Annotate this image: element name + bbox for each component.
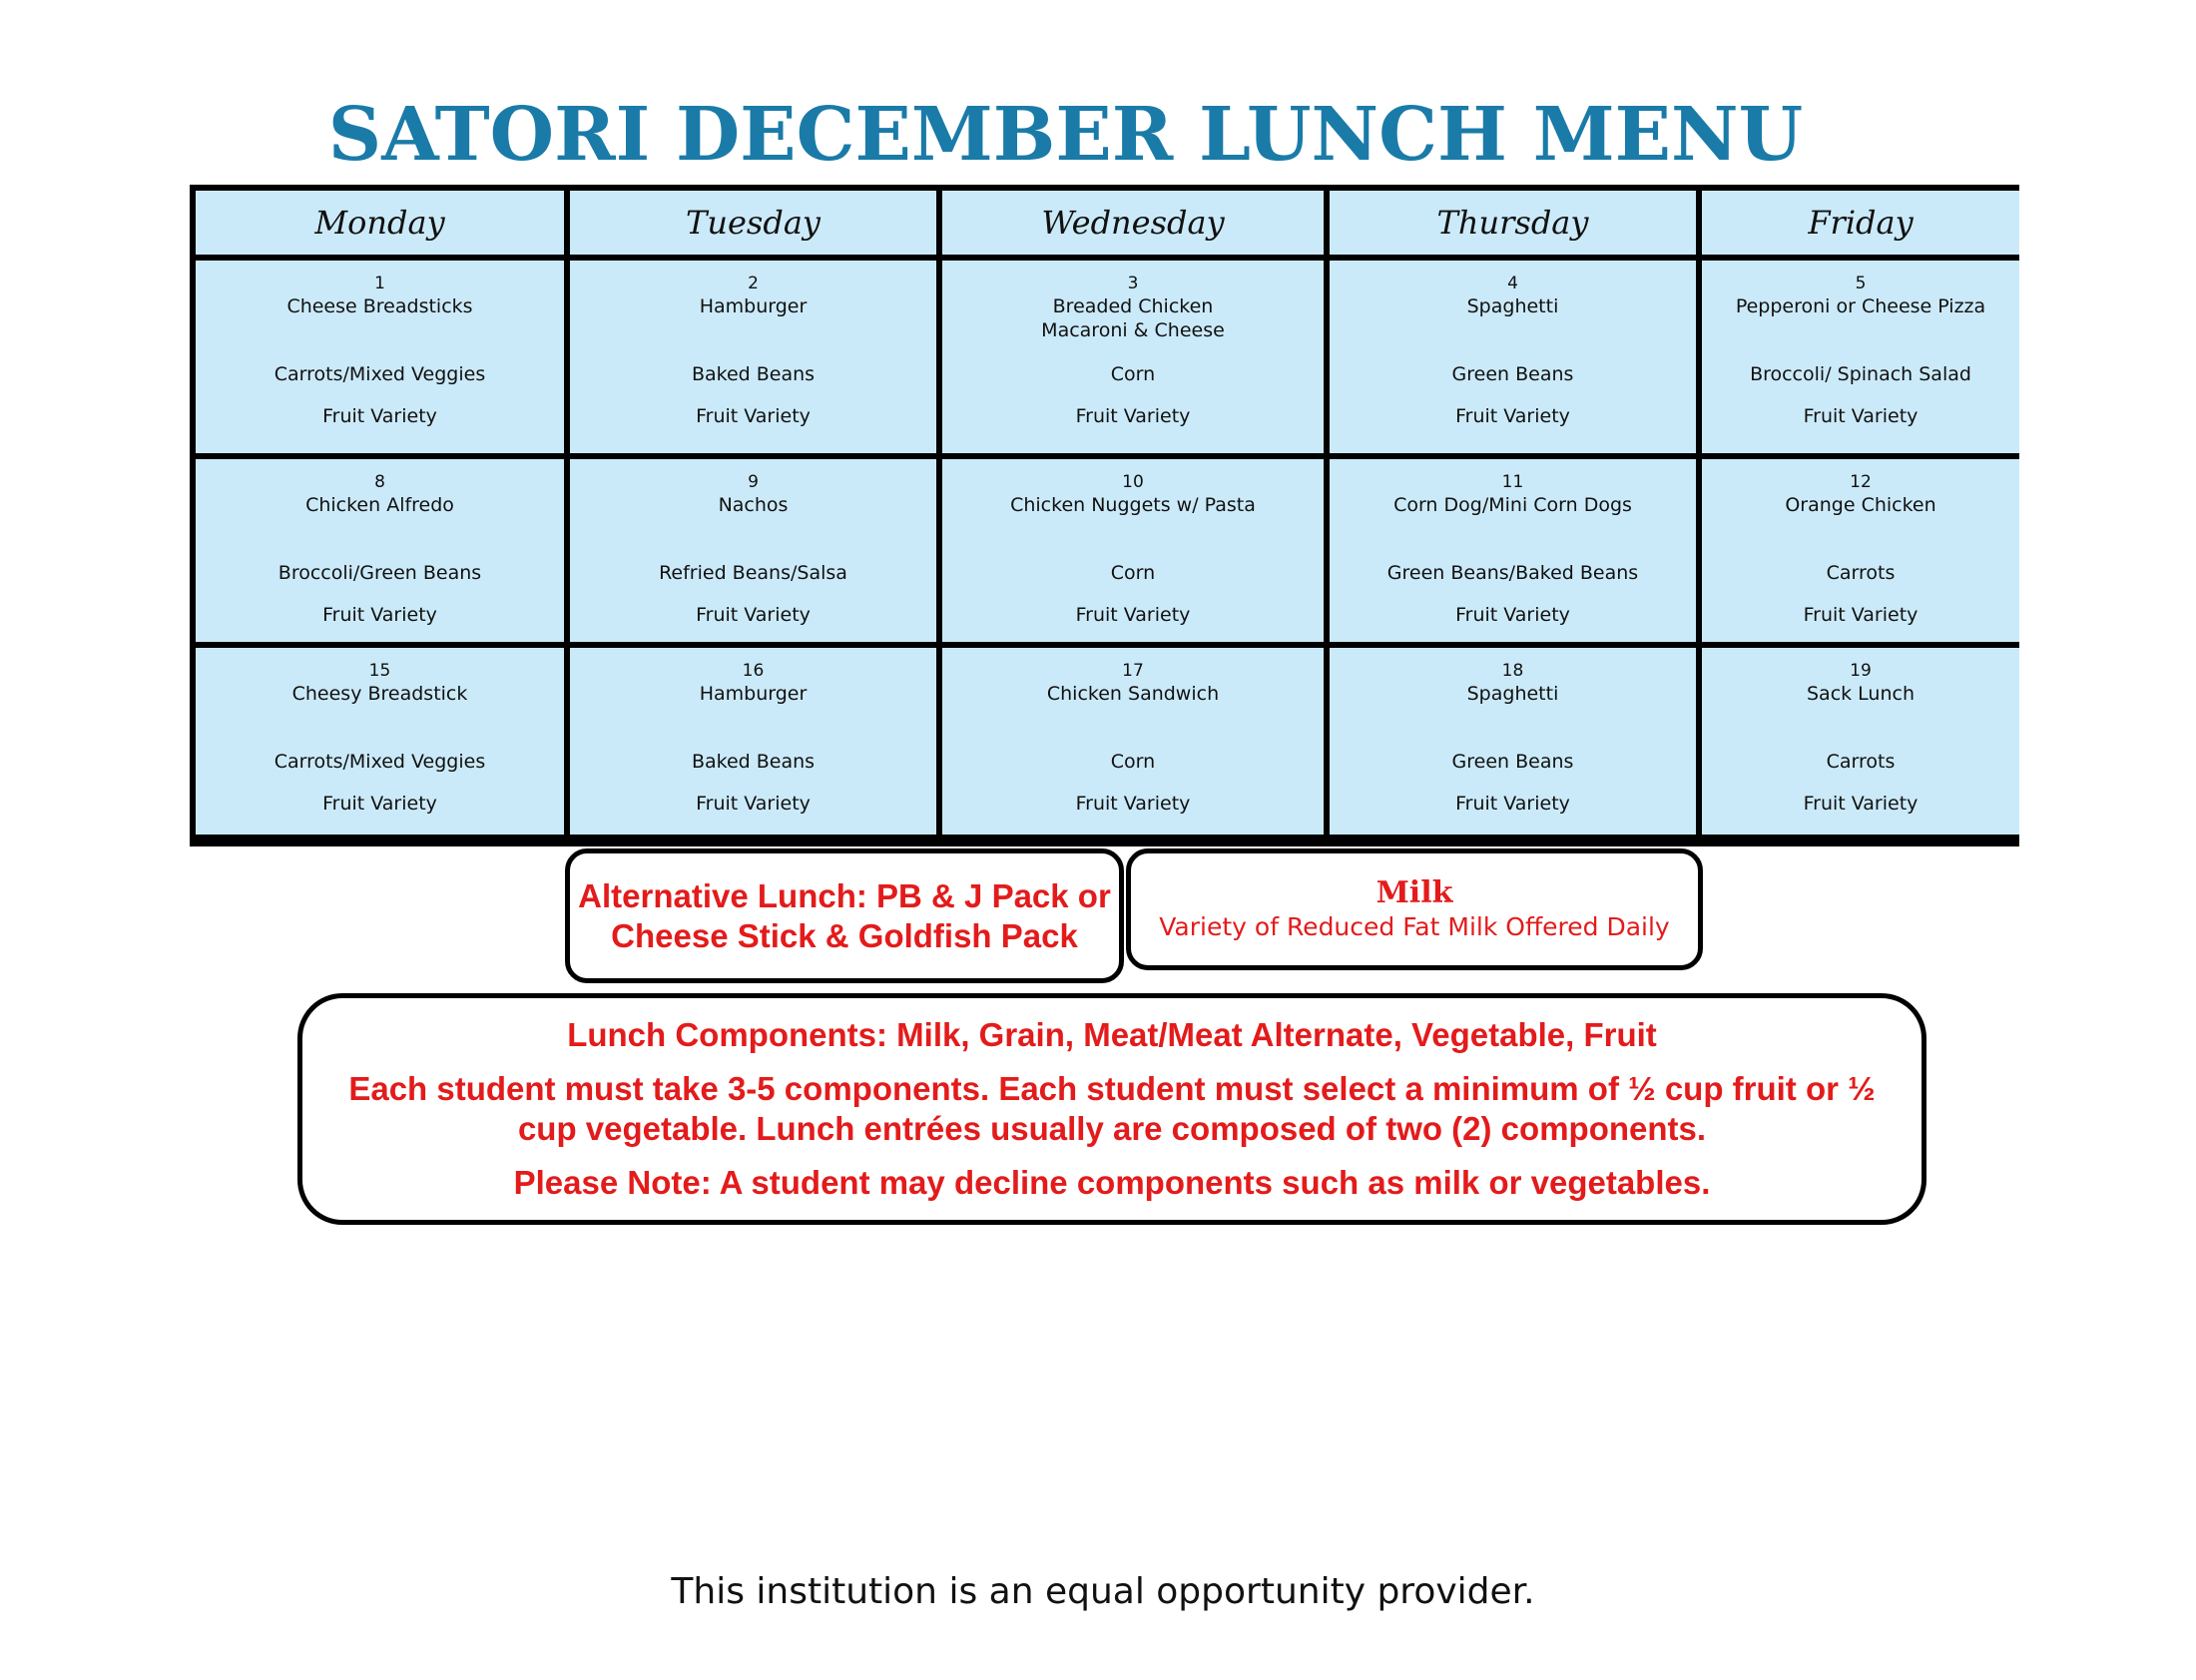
day-number: 2 <box>748 274 759 293</box>
fruit: Fruit Variety <box>696 405 811 427</box>
menu-day-cell <box>1330 261 1696 453</box>
vegetable: Green Beans/Baked Beans <box>1386 562 1639 584</box>
menu-day-cell <box>1702 459 2019 642</box>
vegetable: Green Beans <box>1451 363 1574 385</box>
vegetable: Corn <box>1110 562 1156 584</box>
components-requirement: Each student must take 3-5 components. Each student must select a minimum of ½ cup fruit or ½ cup vegetable. Lunch entrées usually are composed of two (2) components. <box>348 1070 1876 1147</box>
entree <box>1047 682 1219 740</box>
day-number: 18 <box>1501 661 1524 681</box>
lunch-components-box <box>297 993 1926 1225</box>
menu-day-cell <box>1330 459 1696 642</box>
vegetable: Green Beans <box>1451 751 1574 773</box>
vegetable: Corn <box>1110 363 1156 385</box>
menu-day-cell <box>1702 648 2019 835</box>
entree-line: Hamburger <box>699 683 808 705</box>
fruit: Fruit Variety <box>696 604 811 626</box>
fruit: Fruit Variety <box>1075 793 1191 815</box>
entree <box>1467 682 1559 740</box>
menu-day-cell <box>196 648 564 835</box>
entree-line: Sack Lunch <box>1806 683 1916 705</box>
milk-title: Milk <box>1375 875 1453 910</box>
vegetable: Corn <box>1110 751 1156 773</box>
alternative-lunch-line-1: Alternative Lunch: PB & J Pack or <box>578 876 1111 914</box>
entree-line: Chicken Sandwich <box>1046 683 1220 705</box>
vegetable: Refried Beans/Salsa <box>659 562 847 584</box>
fruit: Fruit Variety <box>1075 405 1191 427</box>
fruit: Fruit Variety <box>1803 604 1919 626</box>
vegetable: Carrots/Mixed Veggies <box>274 363 486 385</box>
menu-day-cell <box>942 459 1324 642</box>
entree <box>1010 493 1256 551</box>
menu-day-cell <box>1330 648 1696 835</box>
day-header-wednesday: Wednesday <box>942 191 1324 255</box>
day-number: 10 <box>1122 472 1144 492</box>
fruit: Fruit Variety <box>1455 604 1570 626</box>
entree-line: Pepperoni or Cheese Pizza <box>1735 295 1986 317</box>
components-note: Please Note: A student may decline components such as milk or vegetables. <box>513 1164 1711 1201</box>
day-number: 17 <box>1122 661 1144 681</box>
vegetable: Broccoli/ Spinach Salad <box>1750 363 1971 385</box>
entree-line: Nachos <box>718 494 789 516</box>
fruit: Fruit Variety <box>1803 793 1919 815</box>
day-number: 15 <box>368 661 391 681</box>
entree <box>1785 493 1935 551</box>
day-number: 12 <box>1850 472 1872 492</box>
vegetable: Carrots <box>1826 751 1896 773</box>
fruit: Fruit Variety <box>1455 793 1570 815</box>
menu-day-cell <box>196 261 564 453</box>
day-number: 3 <box>1127 274 1139 293</box>
vegetable: Baked Beans <box>691 363 816 385</box>
entree <box>292 682 468 740</box>
milk-box <box>1126 848 1703 970</box>
entree <box>1467 294 1559 352</box>
alternative-lunch-line-2: Cheese Stick & Goldfish Pack <box>611 916 1078 954</box>
menu-day-cell <box>942 648 1324 835</box>
vegetable: Carrots <box>1826 562 1896 584</box>
vegetable: Carrots/Mixed Veggies <box>274 751 486 773</box>
entree-line: Spaghetti <box>1466 683 1559 705</box>
lunch-calendar <box>190 185 2019 846</box>
day-number: 16 <box>742 661 765 681</box>
entree <box>700 294 808 352</box>
fruit: Fruit Variety <box>1075 604 1191 626</box>
day-number: 9 <box>748 472 759 492</box>
menu-day-cell <box>570 648 936 835</box>
fruit: Fruit Variety <box>1803 405 1919 427</box>
day-number: 19 <box>1850 661 1872 681</box>
entree-line: Hamburger <box>699 295 808 317</box>
menu-day-cell <box>942 261 1324 453</box>
fruit: Fruit Variety <box>322 793 437 815</box>
entree <box>700 682 808 740</box>
fruit: Fruit Variety <box>696 793 811 815</box>
entree-line: Orange Chicken <box>1785 494 1936 516</box>
entree <box>1041 294 1225 352</box>
fruit: Fruit Variety <box>1455 405 1570 427</box>
entree-line: Cheesy Breadstick <box>291 683 468 705</box>
entree <box>1807 682 1915 740</box>
entree <box>286 294 472 352</box>
day-header-monday: Monday <box>196 191 564 255</box>
fruit: Fruit Variety <box>322 604 437 626</box>
entree <box>719 493 789 551</box>
milk-subtitle: Variety of Reduced Fat Milk Offered Daily <box>1159 912 1670 941</box>
entree-line: Chicken Nuggets w/ Pasta <box>1010 494 1256 516</box>
entree-line: Spaghetti <box>1466 295 1559 317</box>
entree-line: Macaroni & Cheese <box>1041 319 1225 341</box>
vegetable: Baked Beans <box>691 751 816 773</box>
day-number: 4 <box>1507 274 1518 293</box>
entree <box>305 493 454 551</box>
menu-day-cell <box>570 261 936 453</box>
entree-line: Cheese Breadsticks <box>286 295 473 317</box>
alternative-lunch-box <box>565 848 1124 983</box>
menu-day-cell <box>196 459 564 642</box>
day-number: 8 <box>374 472 385 492</box>
day-header-tuesday: Tuesday <box>570 191 936 255</box>
entree <box>1736 294 1985 352</box>
entree-line: Breaded Chicken <box>1052 295 1214 317</box>
day-header-friday: Friday <box>1702 191 2019 255</box>
entree-line: Chicken Alfredo <box>305 494 454 516</box>
day-number: 11 <box>1501 472 1524 492</box>
components-list: Lunch Components: Milk, Grain, Meat/Meat Alternate, Vegetable, Fruit <box>567 1016 1657 1053</box>
day-number: 5 <box>1855 274 1867 293</box>
vegetable: Broccoli/Green Beans <box>277 562 482 584</box>
entree-line: Corn Dog/Mini Corn Dogs <box>1393 494 1632 516</box>
equal-opportunity-statement: This institution is an equal opportunity provider. <box>671 1571 1535 1612</box>
day-header-thursday: Thursday <box>1330 191 1696 255</box>
page-title: SATORI DECEMBER LUNCH MENU <box>327 92 1804 178</box>
entree <box>1393 493 1632 551</box>
day-number: 1 <box>374 274 385 293</box>
menu-day-cell <box>570 459 936 642</box>
menu-day-cell <box>1702 261 2019 453</box>
fruit: Fruit Variety <box>322 405 437 427</box>
